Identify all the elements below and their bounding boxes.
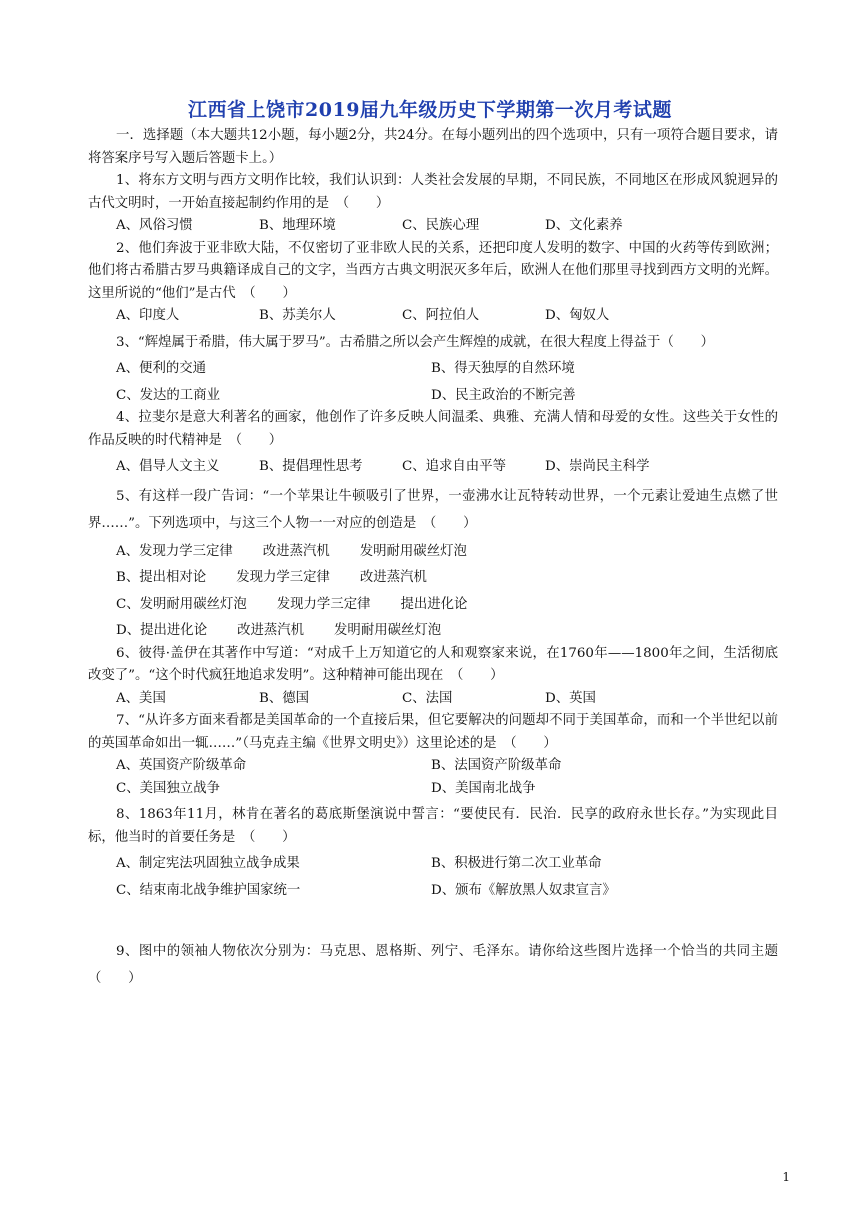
option-b: B、法国资产阶级革命 — [431, 758, 562, 773]
option-a: A、倡导人文主义 — [116, 459, 220, 474]
option-d: D、英国 — [545, 690, 596, 706]
option-d: D、美国南北战争 — [431, 780, 536, 796]
option-a: A、制定宪法巩固独立战争成果 — [116, 856, 300, 871]
option-d: D、文化素养 — [545, 218, 623, 233]
option-a: A、美国 — [116, 690, 166, 706]
question-4-options — [88, 456, 778, 479]
option-d-item-3: 发明耐用碳丝灯泡 — [334, 623, 442, 638]
option-d-item-1: D、提出进化论 — [116, 623, 208, 638]
question-4-stem: 4、拉斐尔是意大利著名的画家，他创作了许多反映人间温柔、典雅、充满人情和母爱的女性。这些关于女性的作品反映的时代精神是 （ ） — [88, 410, 778, 448]
option-b-item-2: 发现力学三定律 — [236, 570, 330, 585]
option-c: C、法国 — [402, 690, 453, 706]
question-8-options-row-1 — [88, 853, 778, 876]
question-5-option-c — [88, 594, 778, 617]
question-5-stem: 5、有这样一段广告词：“一个苹果让牛顿吸引了世界，一壶沸水让瓦特转动世界，一个元素让爱迪生点燃了世界……”。下列选项中，与这三个人物一一对应的创造是 （ ） — [88, 488, 778, 531]
question-3-options-row-2 — [88, 385, 778, 408]
question-2-stem: 2、他们奔波于亚非欧大陆，不仅密切了亚非欧人民的关系，还把印度人发明的数字、中国的火药等传到欧洲；他们将古希腊古罗马典籍译成自己的文字，当西方古典文明泯灭多年后，欧洲人在他们那里寻找到西方文明的光辉。这里所说的“他们”是古代 （ ） — [88, 240, 778, 301]
option-a: A、英国资产阶级革命 — [116, 758, 247, 773]
question-9-stem: 9、图中的领袖人物依次分别为：马克思、恩格斯、列宁、毛泽东。请你给这些图片选择一个恰当的共同主题 （ ） — [88, 944, 792, 986]
option-c: C、追求自由平等 — [402, 459, 506, 474]
option-c-item-3: 提出进化论 — [400, 596, 468, 612]
option-b: B、提倡理性思考 — [259, 459, 363, 474]
option-a: A、风俗习惯 — [116, 218, 193, 233]
question-7-stem: 7、“从许多方面来看都是美国革命的一个直接后果，但它要解决的问题却不同于美国革命，而和一个半世纪以前的英国革命如出一辄……”（马克垚主编《世界文明史》）这里论述的是 （ ） — [88, 713, 778, 751]
question-6-stem: 6、彼得·盖伊在其著作中写道：“对成千上万知道它的人和观察家来说，在1760年——1800年之间，生活彻底改变了”。“这个时代疯狂地追求发明”。这种精神可能出现在 （ ） — [88, 645, 778, 683]
option-d-item-2: 改进蒸汽机 — [237, 623, 305, 638]
question-1-stem: 1、将东方文明与西方文明作比较，我们认识到：人类社会发展的早期，不同民族，不同地区在形成风貌迥异的古代文明时，一开始直接起制约作用的是 （ ） — [88, 173, 778, 211]
question-8-options-row-2 — [88, 880, 778, 903]
option-a: A、便利的交通 — [116, 361, 207, 376]
option-c: C、阿拉伯人 — [402, 308, 480, 323]
option-a-item-1: A、发现力学三定律 — [116, 543, 233, 559]
option-c: C、结束南北战争维护国家统一 — [116, 882, 301, 898]
option-d: D、颁布《解放黑人奴隶宣言》 — [431, 882, 616, 898]
option-b: B、德国 — [259, 690, 310, 706]
option-a: A、印度人 — [116, 308, 180, 323]
question-3-options-row-1 — [88, 358, 778, 381]
option-d: D、民主政治的不断完善 — [431, 387, 576, 403]
option-b: B、得天独厚的自然环境 — [431, 361, 575, 376]
exam-content — [88, 125, 792, 992]
option-c: C、美国独立战争 — [116, 780, 220, 796]
question-5-option-d — [88, 620, 778, 643]
option-a-item-2: 改进蒸汽机 — [262, 543, 330, 559]
question-7-options-row-2 — [88, 778, 778, 801]
section-instructions: 一．选择题（本大题共12小题，每小题2分，共24分。在每小题列出的四个选项中，只有一项符合题目要求，请将答案序号写入题后答题卡上。） — [88, 128, 778, 166]
question-5-option-a — [88, 541, 778, 564]
option-b: B、积极进行第二次工业革命 — [431, 856, 602, 871]
option-b: B、地理环境 — [259, 218, 336, 233]
question-3-stem: 3、“辉煌属于希腊，伟大属于罗马”。古希腊之所以会产生辉煌的成就，在很大程度上得益于（ ） — [116, 334, 715, 350]
option-b-item-1: B、提出相对论 — [116, 570, 207, 585]
option-b-item-3: 改进蒸汽机 — [359, 570, 427, 585]
question-8-stem: 8、1863年11月，林肯在著名的葛底斯堡演说中誓言：“要使民有．民治．民享的政府永世长存。”为实现此目标，他当时的首要任务是 （ ） — [88, 807, 778, 845]
question-6-options — [88, 688, 778, 711]
option-a-item-3: 发明耐用碳丝灯泡 — [359, 543, 467, 559]
question-5-option-b — [88, 567, 778, 590]
page-title: 江西省上饶市2019届九年级历史下学期第一次月考试题 — [188, 99, 672, 121]
page-number: 1 — [782, 1170, 790, 1184]
option-c-item-2: 发现力学三定律 — [276, 596, 371, 612]
question-1-options — [88, 215, 778, 238]
option-d: D、匈奴人 — [545, 308, 610, 323]
option-b: B、苏美尔人 — [259, 308, 336, 323]
option-c: C、发达的工商业 — [116, 387, 220, 403]
option-d: D、崇尚民主科学 — [545, 459, 650, 474]
option-c-item-1: C、发明耐用碳丝灯泡 — [116, 596, 247, 612]
option-c: C、民族心理 — [402, 218, 480, 233]
question-2-options — [88, 305, 778, 328]
question-7-options-row-1 — [88, 755, 778, 778]
